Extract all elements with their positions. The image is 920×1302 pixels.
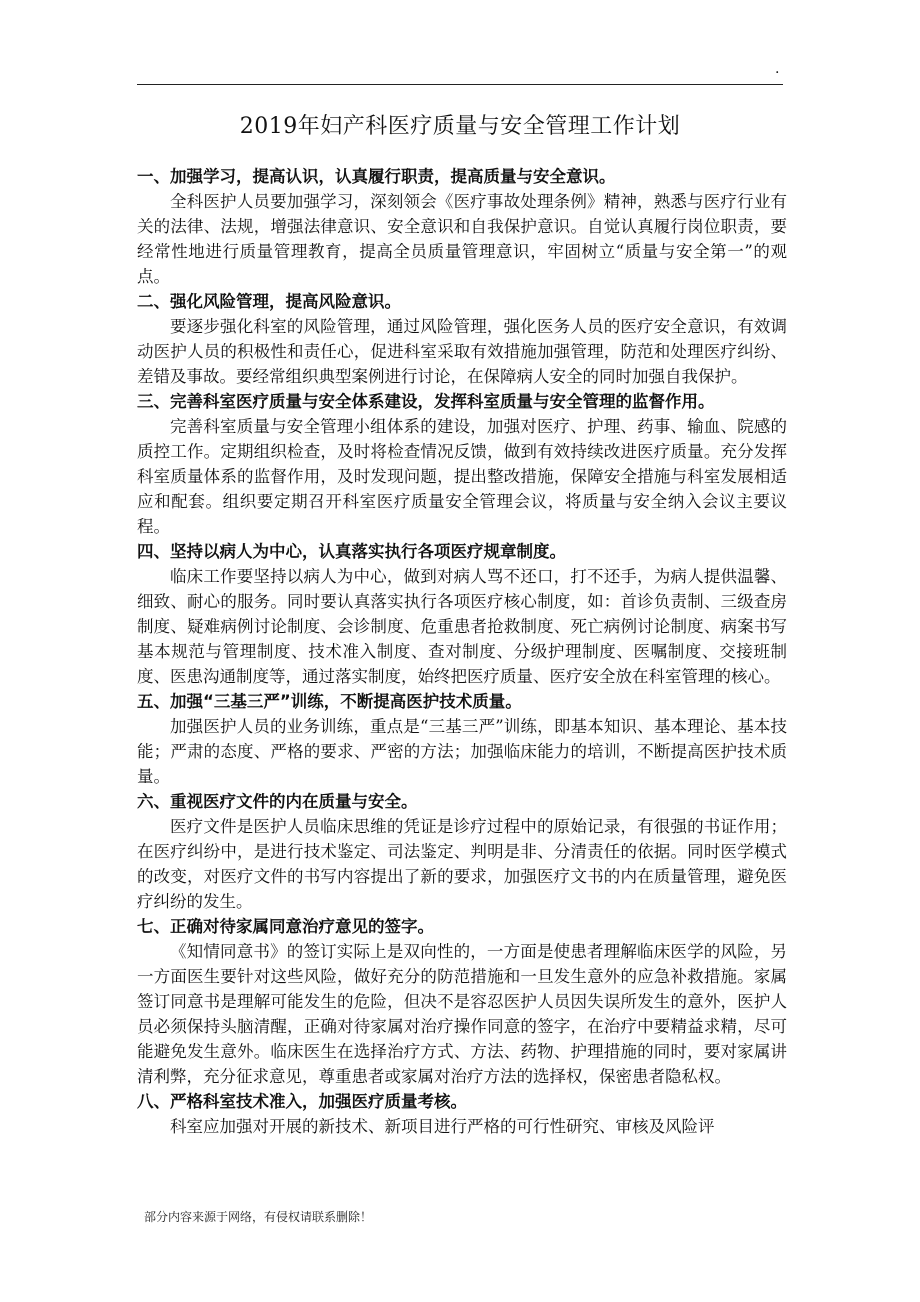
section-2 (137, 289, 787, 389)
footer-note: 部分内容来源于网络，有侵权请联系删除！ (144, 1210, 373, 1224)
section-8 (137, 1089, 787, 1139)
section-4 (137, 539, 787, 689)
header-mark: . (775, 61, 780, 77)
section-heading: 一、加强学习，提高认识，认真履行职责，提高质量与安全意识。 (137, 167, 616, 186)
section-heading: 三、完善科室医疗质量与安全体系建设，发挥科室质量与安全管理的监督作用。 (137, 392, 715, 411)
section-heading: 八、严格科室技术准入，加强医疗质量考核。 (137, 1092, 467, 1111)
header-rule (137, 84, 783, 85)
section-paragraph: 完善科室质量与安全管理小组体系的建设，加强对医疗、护理、药事、输血、院感的质控工作。定期组织检查，及时将检查情况反馈，做到有效持续改进医疗质量。充分发挥科室质量体系的监督作用，及时发现问题，提出整改措施，保障安全措施与科室发展相适应和配套。组织要定期召开科室医疗质量安全管理会议，将质量与安全纳入会议主要议程。 (137, 417, 787, 536)
section-paragraph: 要逐步强化科室的风险管理，通过风险管理，强化医务人员的医疗安全意识，有效调动医护人员的积极性和责任心，促进科室采取有效措施加强管理，防范和处理医疗纠纷、差错及事故。要经常组织典型案例进行讨论，在保障病人安全的同时加强自我保护。 (137, 317, 787, 386)
section-heading: 六、重视医疗文件的内在质量与安全。 (137, 792, 418, 811)
section-6 (137, 789, 787, 914)
section-paragraph: 医疗文件是医护人员临床思维的凭证是诊疗过程中的原始记录，有很强的书证作用；在医疗纠纷中，是进行技术鉴定、司法鉴定、判明是非、分清责任的依据。同时医学模式的改变，对医疗文件的书写内容提出了新的要求，加强医疗文书的内在质量管理，避免医疗纠纷的发生。 (137, 817, 787, 911)
document-title: 2019年妇产科医疗质量与安全管理工作计划 (239, 114, 681, 139)
section-heading: 四、坚持以病人为中心，认真落实执行各项医疗规章制度。 (137, 542, 566, 561)
section-3 (137, 389, 787, 539)
section-paragraph: 《知情同意书》的签订实际上是双向性的，一方面是使患者理解临床医学的风险，另一方面医生要针对这些风险，做好充分的防范措施和一旦发生意外的应急补救措施。家属签订同意书是理解可能发生的危险，但决不是容忍医护人员因失误所发生的意外，医护人员必须保持头脑清醒，正确对待家属对治疗操作同意的签字，在治疗中要精益求精，尽可能避免发生意外。临床医生在选择治疗方式、方法、药物、护理措施的同时，要对家属讲清利弊，充分征求意见，尊重患者或家属对治疗方法的选择权，保密患者隐私权。 (137, 942, 787, 1086)
section-paragraph: 科室应加强对开展的新技术、新项目进行严格的可行性研究、审核及风险评 (170, 1117, 715, 1136)
document-body (137, 164, 787, 1139)
section-paragraph: 全科医护人员要加强学习，深刻领会《医疗事故处理条例》精神，熟悉与医疗行业有关的法律、法规，增强法律意识、安全意识和自我保护意识。自觉认真履行岗位职责，要经常性地进行质量管理教育，提高全员质量管理意识，牢固树立“质量与安全第一”的观点。 (137, 192, 787, 286)
section-heading: 五、加强“三基三严”训练，不断提高医护技术质量。 (137, 692, 522, 711)
section-7 (137, 914, 787, 1089)
section-heading: 二、强化风险管理，提高风险意识。 (137, 292, 401, 311)
section-heading: 七、正确对待家属同意治疗意见的签字。 (137, 917, 434, 936)
section-paragraph: 临床工作要坚持以病人为中心，做到对病人骂不还口，打不还手，为病人提供温馨、细致、耐心的服务。同时要认真落实执行各项医疗核心制度，如：首诊负责制、三级查房制度、疑难病例讨论制度、会诊制度、危重患者抢救制度、死亡病例讨论制度、病案书写基本规范与管理制度、技术准入制度、查对制度、分级护理制度、医嘱制度、交接班制度、医患沟通制度等，通过落实制度，始终把医疗质量、医疗安全放在科室管理的核心。 (137, 567, 787, 686)
section-paragraph: 加强医护人员的业务训练，重点是“三基三严”训练，即基本知识、基本理论、基本技能；严肃的态度、严格的要求、严密的方法；加强临床能力的培训，不断提高医护技术质量。 (137, 717, 787, 786)
section-5 (137, 689, 787, 789)
section-1 (137, 164, 787, 289)
